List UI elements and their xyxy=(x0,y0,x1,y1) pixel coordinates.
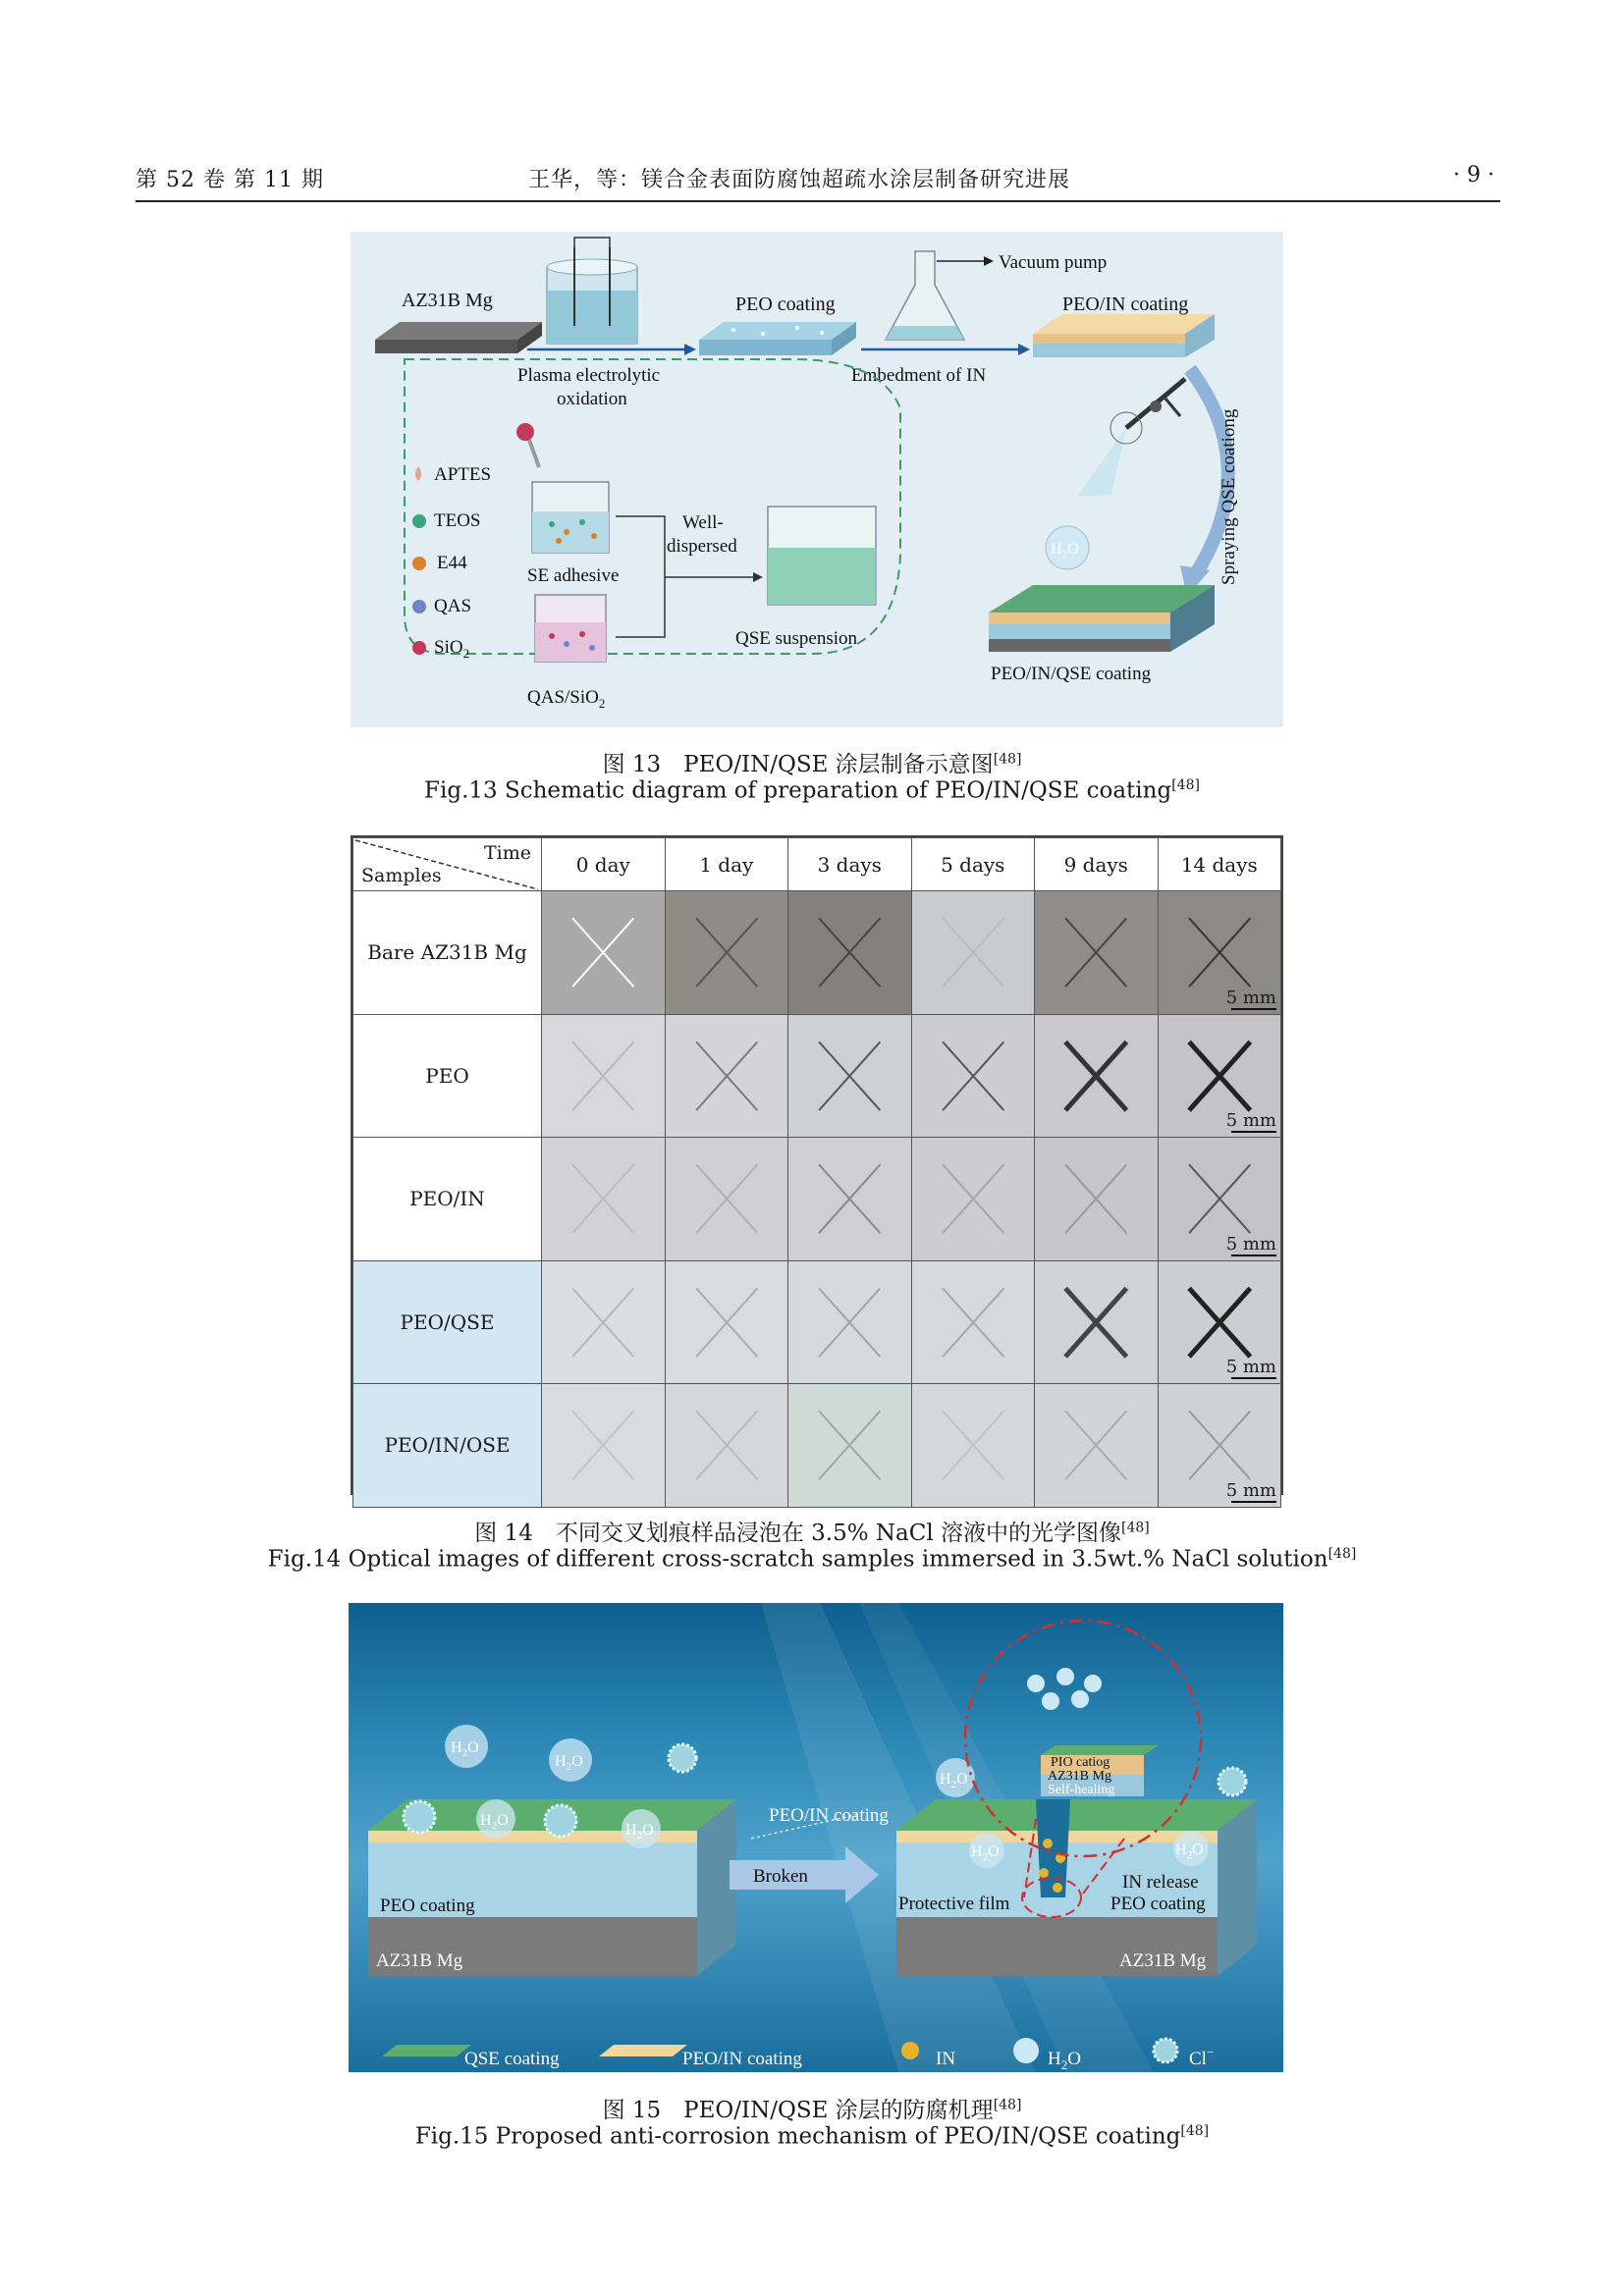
cross-scratch-icon xyxy=(912,1138,1035,1260)
label-qse-suspension: QSE suspension xyxy=(735,628,858,649)
label-az31b-right: AZ31B Mg xyxy=(1119,1950,1207,1971)
qse-legend-icon xyxy=(382,2045,471,2056)
label-h2o-l1: $H_2O$ xyxy=(451,1739,479,1759)
cross-scratch-icon xyxy=(788,891,911,1014)
scratch-image xyxy=(665,1260,788,1384)
scale-bar-label: 5 mm xyxy=(1225,1357,1276,1377)
scale-bar-label: 5 mm xyxy=(1225,1479,1276,1501)
inset-label-2: AZ31B Mg xyxy=(1048,1769,1111,1784)
legend-aptes: APTES xyxy=(434,464,492,485)
label-h2o-l3: $H_2O$ xyxy=(480,1812,509,1832)
page-number: · 9 · xyxy=(1453,163,1494,187)
table-row xyxy=(353,1384,1281,1508)
figure-13-schematic xyxy=(351,232,1283,727)
label-peo-in-coating: PEO/IN coating xyxy=(769,1805,889,1826)
scratch-image xyxy=(542,1384,666,1508)
cross-scratch-icon xyxy=(1035,1015,1158,1138)
scratch-image xyxy=(788,891,912,1015)
corner-samples-label: Samples xyxy=(361,865,442,886)
figure-15-mechanism xyxy=(349,1603,1283,2072)
legend-h2o: $H_2O$ xyxy=(1048,2049,1081,2072)
scratch-image xyxy=(911,1260,1035,1384)
figure-15-drawing xyxy=(349,1603,1283,2072)
legend-qas: QAS xyxy=(434,596,472,616)
label-se-adhesive: SE adhesive xyxy=(527,565,620,586)
volume-issue: 第 52 卷 第 11 期 xyxy=(135,168,324,192)
table-row xyxy=(353,1138,1281,1261)
label-h2o-r1: $H_2O$ xyxy=(940,1771,968,1790)
cross-scratch-icon xyxy=(666,891,788,1014)
cross-scratch-icon xyxy=(788,1138,911,1260)
row-label: PEO/IN xyxy=(353,1138,542,1261)
scale-bar xyxy=(1231,1131,1276,1133)
cross-scratch-icon xyxy=(666,1384,788,1507)
scratch-image xyxy=(665,1138,788,1261)
label-well-1: Well- xyxy=(682,512,724,533)
sio2-icon xyxy=(412,641,426,655)
scale-bar-label: 5 mm xyxy=(1225,987,1276,1008)
scratch-image xyxy=(1035,1014,1159,1138)
label-spraying: Spraying QSE coationg xyxy=(1218,408,1239,585)
scale-bar-label: 5 mm xyxy=(1225,1233,1276,1255)
column-header: 14 days xyxy=(1158,838,1281,891)
cross-scratch-icon xyxy=(1035,1261,1158,1384)
figure-14-caption-en: Fig.14 Optical images of different cross-scratch samples immersed in 3.5wt.% NaCl solution[48] xyxy=(267,1546,1357,1573)
scale-bar xyxy=(1231,1501,1276,1503)
column-header: 1 day xyxy=(665,838,788,891)
label-well-2: dispersed xyxy=(667,536,737,557)
figure-14-caption-cn: 图 14 不同交叉划痕样品浸泡在 3.5% NaCl 溶液中的光学图像[48] xyxy=(474,1520,1150,1546)
scratch-image xyxy=(788,1384,912,1508)
label-plasma-1: Plasma electrolytic xyxy=(517,365,661,386)
cross-scratch-icon xyxy=(912,1261,1035,1384)
label-h2o-r3: $H_2O$ xyxy=(1175,1842,1204,1861)
cross-scratch-icon xyxy=(912,1384,1035,1507)
label-embedment: Embedment of IN xyxy=(851,365,987,386)
final-coating-plate xyxy=(989,585,1215,652)
row-label: PEO/IN/OSE xyxy=(353,1384,542,1508)
ingredient-legend xyxy=(412,464,491,661)
scratch-image xyxy=(911,891,1035,1015)
row-label: PEO xyxy=(353,1014,542,1138)
scratch-image xyxy=(665,891,788,1015)
column-header: 0 day xyxy=(542,838,666,891)
legend-e44: E44 xyxy=(437,553,467,573)
cross-scratch-icon xyxy=(788,1261,911,1384)
legend-teos: TEOS xyxy=(434,510,481,531)
figure-15-caption-cn: 图 15 PEO/IN/QSE 涂层的防腐机理[48] xyxy=(602,2097,1022,2123)
cross-scratch-icon xyxy=(666,1015,788,1138)
label-broken: Broken xyxy=(753,1866,808,1887)
cross-scratch-icon xyxy=(1035,891,1158,1014)
az31b-plate xyxy=(375,322,542,353)
scratch-image xyxy=(1035,891,1159,1015)
figure-13-caption-en: Fig.13 Schematic diagram of preparation of PEO/IN/QSE coating[48] xyxy=(424,777,1200,804)
label-az31b: AZ31B Mg xyxy=(402,290,493,311)
scratch-image xyxy=(1158,1014,1281,1138)
scratch-image xyxy=(1158,1260,1281,1384)
grid-body xyxy=(353,891,1281,1508)
aptes-icon xyxy=(415,466,421,481)
cross-scratch-icon xyxy=(788,1384,911,1507)
column-header: 5 days xyxy=(911,838,1035,891)
scratch-image xyxy=(1158,1138,1281,1261)
figure-13-drawing xyxy=(351,232,1283,727)
scratch-image xyxy=(788,1014,912,1138)
label-h2o: $H_2O$ xyxy=(1051,541,1079,561)
se-adhesive-beaker xyxy=(532,482,609,553)
scratch-image xyxy=(665,1384,788,1508)
cross-scratch-icon xyxy=(666,1138,788,1260)
peo-in-legend-icon xyxy=(599,2045,687,2056)
scratch-image xyxy=(911,1384,1035,1508)
right-coating-block xyxy=(896,1799,1257,1976)
cross-scratch-icon xyxy=(542,1138,665,1260)
cross-scratch-icon xyxy=(912,891,1035,1014)
figure-13-caption-cn: 图 13 PEO/IN/QSE 涂层制备示意图[48] xyxy=(602,751,1022,777)
label-h2o-r2: $H_2O$ xyxy=(971,1843,1000,1863)
scale-bar xyxy=(1231,1008,1276,1010)
teos-icon xyxy=(412,514,426,528)
scratch-image xyxy=(665,1014,788,1138)
label-vacuum-pump: Vacuum pump xyxy=(999,252,1108,273)
running-header xyxy=(135,159,1500,198)
cross-scratch-icon xyxy=(1035,1138,1158,1260)
vacuum-flask xyxy=(886,251,964,340)
electrolytic-cell xyxy=(547,238,637,344)
table-row xyxy=(353,1014,1281,1138)
e44-icon xyxy=(412,557,426,570)
label-peo-coating-left: PEO coating xyxy=(380,1896,475,1916)
label-protective-film: Protective film xyxy=(898,1894,1010,1914)
label-peo-in-coating: PEO/IN coating xyxy=(1062,294,1189,315)
scale-bar xyxy=(1231,1377,1276,1379)
qse-beaker xyxy=(768,507,876,605)
column-header: 9 days xyxy=(1035,838,1159,891)
table-row xyxy=(353,1260,1281,1384)
label-qas-sio2: QAS/SiO$_2$ xyxy=(527,687,606,711)
qas-icon xyxy=(412,600,426,614)
peo-plate xyxy=(699,322,856,355)
label-az31b-left: AZ31B Mg xyxy=(376,1950,463,1971)
scratch-image xyxy=(542,1138,666,1261)
scratch-image xyxy=(1035,1260,1159,1384)
label-peo-coating: PEO coating xyxy=(735,294,836,315)
arrow-1-head xyxy=(684,344,696,355)
header-rule xyxy=(135,200,1500,202)
label-h2o-l2: $H_2O$ xyxy=(555,1753,583,1773)
figure-14-table xyxy=(351,835,1283,1501)
cross-scratch-icon xyxy=(542,891,665,1014)
scratch-image xyxy=(911,1014,1035,1138)
label-plasma-2: oxidation xyxy=(557,389,627,409)
table-corner xyxy=(353,838,542,891)
row-label: Bare AZ31B Mg xyxy=(353,891,542,1015)
scratch-image xyxy=(1158,891,1281,1015)
cross-scratch-icon xyxy=(542,1384,665,1507)
cross-scratch-icon xyxy=(788,1015,911,1138)
scratch-image xyxy=(542,1260,666,1384)
cross-scratch-icon xyxy=(542,1015,665,1138)
inset-label-1: PIO catiog xyxy=(1051,1755,1110,1770)
label-in-release: IN release xyxy=(1122,1872,1199,1893)
table-row xyxy=(353,891,1281,1015)
label-h2o-l4: $H_2O$ xyxy=(625,1822,654,1842)
cross-scratch-icon xyxy=(912,1015,1035,1138)
legend-in: IN xyxy=(936,2049,956,2069)
dropper-icon xyxy=(516,423,539,467)
scratch-image xyxy=(911,1138,1035,1261)
legend-sio2: SiO$_2$ xyxy=(434,637,470,661)
in-legend-icon xyxy=(901,2042,919,2059)
cl-legend-icon xyxy=(1154,2039,1177,2062)
scratch-image xyxy=(788,1260,912,1384)
mixing-bracket xyxy=(616,516,665,637)
scratch-image xyxy=(1035,1138,1159,1261)
cross-scratch-icon xyxy=(1035,1384,1158,1507)
h2o-legend-icon xyxy=(1013,2038,1039,2063)
cross-scratch-icon xyxy=(666,1261,788,1384)
spray-gun xyxy=(1077,379,1185,497)
figure-15-caption-en: Fig.15 Proposed anti-corrosion mechanism of PEO/IN/QSE coating[48] xyxy=(414,2123,1210,2150)
article-title: 王华，等：镁合金表面防腐蚀超疏水涂层制备研究进展 xyxy=(528,168,1071,192)
qas-sio2-beaker xyxy=(535,595,606,662)
corner-time-label: Time xyxy=(483,842,531,864)
inset-label-3: Self-healing xyxy=(1048,1783,1115,1797)
legend-peo-in: PEO/IN coating xyxy=(682,2049,802,2069)
scratch-image-grid xyxy=(352,837,1281,1508)
cross-scratch-icon xyxy=(542,1261,665,1384)
scale-bar xyxy=(1231,1255,1276,1256)
label-peo-coating-right: PEO coating xyxy=(1110,1894,1206,1914)
label-final-coating: PEO/IN/QSE coating xyxy=(991,664,1152,684)
scratch-image xyxy=(1035,1384,1159,1508)
scratch-image xyxy=(788,1138,912,1261)
column-header: 3 days xyxy=(788,838,912,891)
legend-qse: QSE coating xyxy=(464,2049,560,2069)
scale-bar-label: 5 mm xyxy=(1225,1110,1276,1131)
legend-cl: Cl− xyxy=(1189,2045,1215,2069)
scratch-image xyxy=(542,1014,666,1138)
scratch-image xyxy=(542,891,666,1015)
scratch-image xyxy=(1158,1384,1281,1508)
peo-in-plate xyxy=(1033,314,1215,357)
row-label: PEO/QSE xyxy=(353,1260,542,1384)
